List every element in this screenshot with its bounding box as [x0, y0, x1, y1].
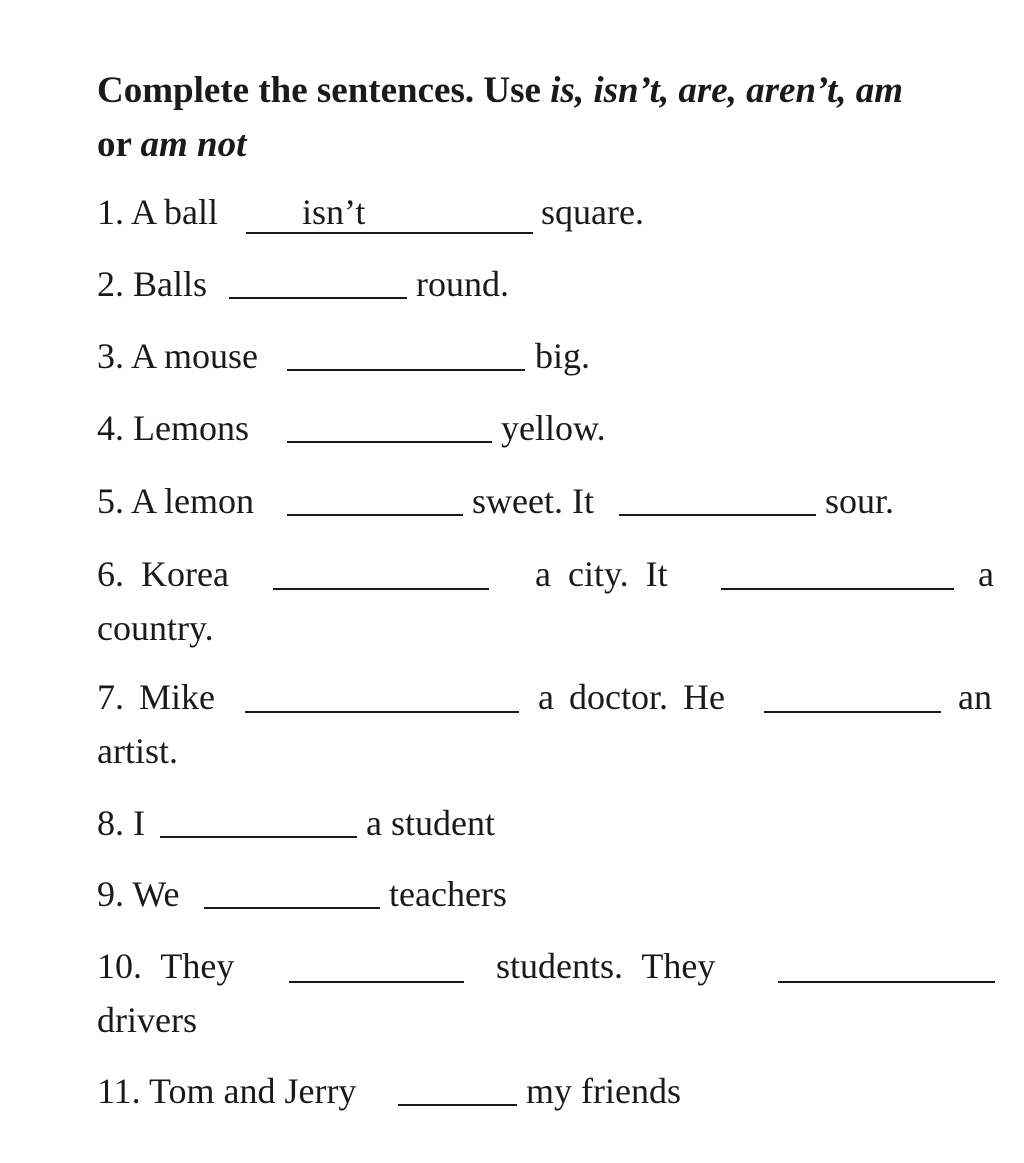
sentence-10-blank-1[interactable] — [289, 981, 464, 983]
sentence-1-blank[interactable] — [246, 232, 533, 234]
sentence-7-blank-2[interactable] — [764, 711, 941, 713]
sentence-6-blank-1[interactable] — [273, 588, 489, 590]
sentence-7-start: 7. Mike — [97, 677, 215, 717]
option-arent: aren’t, — [746, 70, 847, 111]
sentence-5-end: sour. — [825, 481, 895, 521]
sentence-1-end: square. — [541, 192, 644, 232]
sentence-8-start: 8. I — [97, 803, 145, 843]
sentence-2-end: round. — [416, 264, 509, 304]
sentence-10-mid: students. They — [496, 946, 716, 986]
sentence-8-end: a student — [366, 803, 495, 843]
option-isnt: isn’t, — [593, 70, 670, 111]
instruction-lead: Complete the sentences. Use — [97, 70, 551, 111]
instructions — [97, 64, 997, 172]
sentence-10-start: 10. They — [97, 946, 235, 986]
sentence-3-end: big. — [535, 336, 591, 376]
sentence-3-blank[interactable] — [287, 369, 525, 371]
sentence-5-start: 5. A lemon — [97, 481, 255, 521]
sentence-8-blank[interactable] — [160, 836, 357, 838]
sentence-7-end: an — [958, 677, 992, 717]
sentence-11-end: my friends — [526, 1071, 681, 1111]
instruction-or: or — [97, 124, 141, 165]
sentence-2-start: 2. Balls — [97, 264, 208, 304]
option-am-not: am not — [140, 124, 247, 165]
sentence-6-blank-2[interactable] — [721, 588, 954, 590]
sentence-4-end: yellow. — [501, 408, 606, 448]
option-are: are, — [678, 70, 737, 111]
sentence-7-blank-1[interactable] — [245, 711, 519, 713]
sentence-10-blank-2[interactable] — [778, 981, 995, 983]
sentence-9-blank[interactable] — [204, 907, 380, 909]
sentence-6-mid: a city. It — [535, 554, 668, 594]
sentence-5-blank-2[interactable] — [619, 514, 816, 516]
sentence-10-continuation: drivers — [97, 1000, 197, 1040]
sentence-11-blank[interactable] — [398, 1104, 517, 1106]
sentence-1-start: 1. A ball — [97, 192, 219, 232]
sentence-2-blank[interactable] — [229, 297, 407, 299]
sentence-6-continuation: country. — [97, 608, 214, 648]
sentence-7-mid: a doctor. He — [538, 677, 725, 717]
sentence-6-start: 6. Korea — [97, 554, 229, 594]
sentence-5-mid: sweet. It — [472, 481, 594, 521]
sentence-9-end: teachers — [389, 874, 507, 914]
sentence-4-start: 4. Lemons — [97, 408, 249, 448]
sentence-5-blank-1[interactable] — [287, 514, 463, 516]
option-am: am — [855, 70, 904, 111]
sentence-9-start: 9. We — [97, 874, 180, 914]
sentence-7-continuation: artist. — [97, 731, 178, 771]
sentence-3-start: 3. A mouse — [97, 336, 259, 376]
sentence-4-blank[interactable] — [287, 441, 492, 443]
sentence-11-start: 11. Tom and Jerry — [97, 1071, 357, 1111]
option-is: is, — [550, 70, 585, 111]
sentence-6-end: a — [978, 554, 994, 594]
sentence-1-answer: isn’t — [302, 192, 366, 232]
